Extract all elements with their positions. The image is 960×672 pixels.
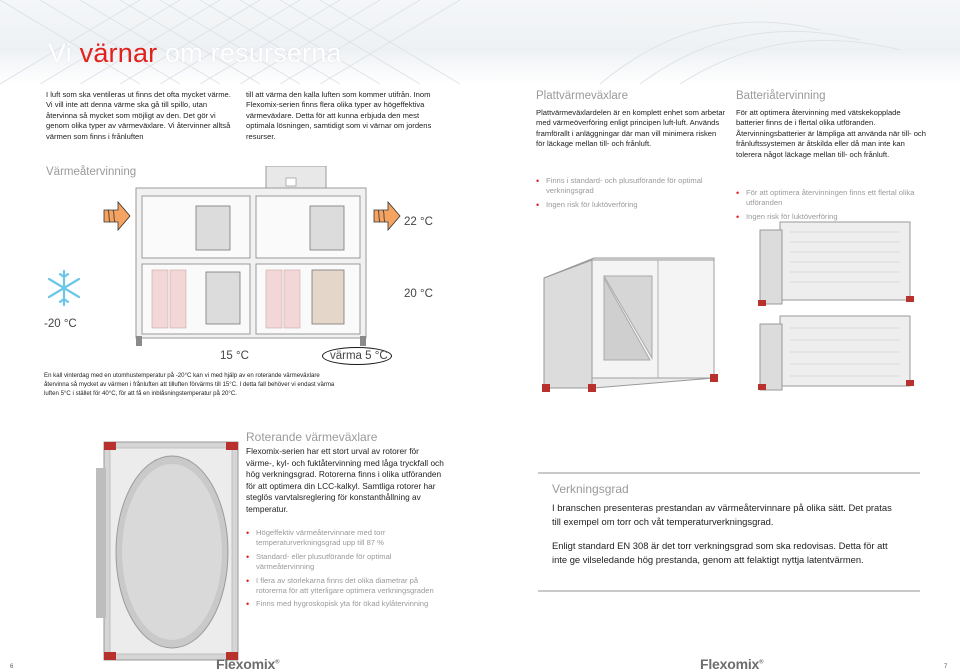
plate-heat-exchanger-illustration: [534, 238, 724, 398]
efficiency-p2: Enligt standard EN 308 är det torr verkningsgrad som ska redovisas. Detta för att inte ge vilseledande hög prestanda, genom att felaktigt nyttja latentvärmen.: [552, 540, 888, 565]
page-title: Vi värnar om resurserna: [48, 38, 342, 68]
temp-22: 22 °C: [404, 216, 433, 228]
rotary-title: Roterande värmeväxlare: [246, 430, 378, 444]
coil-battery-illustration: [750, 212, 930, 392]
page-number-left: 6: [10, 664, 14, 670]
temp-20: 20 °C: [404, 288, 433, 300]
hot-air-out-icon: [374, 202, 400, 230]
battery-body: För att optimera återvinning med vätskekopplade batterier finns de i flertal olika utföranden. Återvinningsbatterier är lämpliga att använda när till- och frånluftssystemen är åtskilda eller då man inte kan tolerera något läckage mellan till- och frånluft.: [736, 108, 926, 159]
list-item: • Finns med hygroskopisk yta för ökad kylåtervinning: [246, 599, 446, 609]
plate-title: Plattvärmeväxlare: [536, 90, 629, 102]
plate-body: Plattvärmeväxlardelen är en komplett enhet som arbetar med värmeöverföring enligt principen luft-luft. Används framförallt i anläggningar där man vill minimera risken för läckage mellan till- och frånluft.: [536, 108, 726, 149]
list-item: • I flera av storlekarna finns det olika diametrar på rotorerna för att ytterligare optimera verkningsgraden: [246, 576, 446, 597]
intro-col1: I luft som ska ventileras ut finns det ofta mycket värme. Vi vill inte att denna värme ska gå till spillo, utan återvinna så mycket som möjligt av den. Det gör vi genom olika typer av värmeväxlare. Vi återvinner alltså värmen som finns i frånluften: [46, 90, 231, 141]
battery-title: Batteriåtervinning: [736, 90, 826, 102]
air-handling-unit-illustration: [96, 166, 426, 346]
rotary-bullets: [246, 528, 446, 613]
page-number-right: 7: [944, 664, 948, 670]
temp-minus-20: -20 °C: [44, 318, 77, 330]
section-heading: Värmeåtervinning: [46, 166, 137, 178]
intro-col2: till att värma den kalla luften som kommer utifrån. Inom Flexomix-serien finns flera olika typer av högeffektiva värmeväxlare. Detta för att kunna erbjuda den mest optimala lösningen, samtidigt som vi värnar om jordens resurser.: [246, 90, 432, 141]
list-item: • Ingen risk för luktöverföring: [536, 200, 726, 210]
rotary-body: Flexomix-serien har ett stort urval av rotorer för värme-, kyl- och fuktåtervinning med låga tryckfall och hög verkningsgrad. Rotorerna finns i olika utföranden för att optimera din LCC-kalkyl. Samtliga rotorer har steglös varvtalsreglering för konstanthållning av temperatur.: [246, 446, 444, 514]
list-item: • Finns i standard- och plusutförande för optimal verkningsgrad: [536, 176, 726, 197]
footer-logo-left: Flexomix®: [216, 656, 280, 672]
list-item: • Högeffektiv värmeåtervinnare med torr temperaturverkningsgrad upp till 87 %: [246, 528, 446, 549]
plate-bullets: [536, 176, 726, 213]
caption-text: En kall vinterdag med en utomhustemperatur på -20°C kan vi med hjälp av en roterande värmeväxlare återvinna så mycket av värmen i frånluften att tilluften förvärms till 15°C. I detta fall behöver vi endast värma luften 5°C i stället för 40°C, för att få en inblåsningstemperatur på 20°C.: [44, 372, 335, 397]
efficiency-title: Verkningsgrad: [552, 482, 629, 496]
hot-air-icon: [104, 202, 130, 230]
temp-15: 15 °C: [220, 350, 249, 362]
list-item: • För att optimera återvinningen finns ett flertal olika utföranden: [736, 188, 926, 209]
footer-logo-right: Flexomix®: [700, 656, 764, 672]
efficiency-p1: I branschen presenteras prestandan av värmeåtervinnare på olika sätt. Det pratas till exempel om torr och våt temperaturverkningsgrad.: [552, 502, 892, 527]
list-item: • Standard- eller plusutförande för optimal värmeåtervinning: [246, 552, 446, 573]
rotary-heat-exchanger-illustration: [96, 438, 246, 666]
snowflake-icon: [46, 268, 82, 308]
temp-heat-5: värma 5 °C: [330, 350, 388, 362]
list-item: • Ingen risk för luktöverföring: [736, 212, 926, 222]
